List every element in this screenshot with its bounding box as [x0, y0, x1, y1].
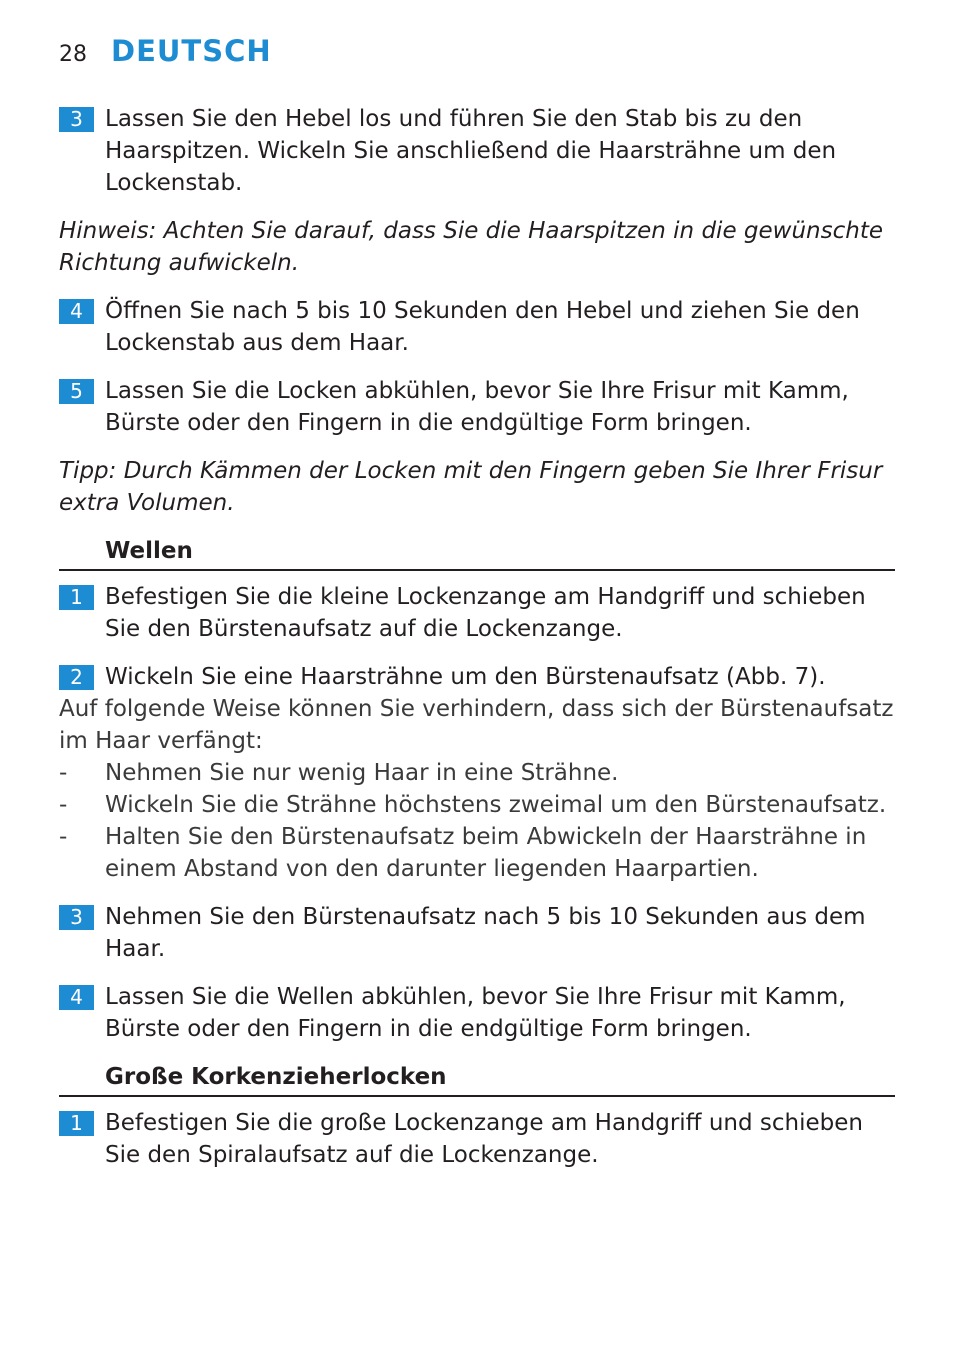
step-5-cool-curls: [59, 375, 895, 439]
step-text: Befestigen Sie die kleine Lockenzange am Handgriff und schieben Sie den Bürstenaufsatz auf die Lockenzange.: [105, 584, 866, 642]
step-number-badge: 2: [59, 665, 94, 690]
step-text: Lassen Sie die Wellen abkühlen, bevor Sie Ihre Frisur mit Kamm, Bürste oder den Fingern in die endgültige Form bringen.: [105, 984, 846, 1042]
wellen-step-3: [59, 901, 895, 965]
wellen-bullet-list: [59, 757, 895, 885]
wellen-step-4: [59, 981, 895, 1045]
section-heading-korkenzieher: Große Korkenzieherlocken: [59, 1061, 895, 1097]
korkenzieher-step-1: [59, 1107, 895, 1171]
step-text: Wickeln Sie eine Haarsträhne um den Bürstenaufsatz (Abb. 7).: [105, 664, 826, 690]
step-3-release-lever: [59, 103, 895, 199]
list-item: [59, 789, 895, 821]
section-heading-wellen: Wellen: [59, 535, 895, 571]
list-item: [59, 757, 895, 789]
language-title: DEUTSCH: [111, 34, 272, 68]
step-number-badge: 1: [59, 1111, 94, 1136]
page-content: [59, 103, 895, 1187]
step-number-badge: 3: [59, 905, 94, 930]
step-number-badge: 4: [59, 985, 94, 1010]
note-paragraph: Hinweis: Achten Sie darauf, dass Sie die Haarspitzen in die gewünschte Richtung aufwickeln.: [59, 218, 883, 276]
step-text: Öffnen Sie nach 5 bis 10 Sekunden den Hebel und ziehen Sie den Lockenstab aus dem Haar.: [105, 298, 860, 356]
wellen-step-2: [59, 661, 895, 693]
step-number-badge: 1: [59, 585, 94, 610]
step-text: Lassen Sie die Locken abkühlen, bevor Sie Ihre Frisur mit Kamm, Bürste oder den Fingern in die endgültige Form bringen.: [105, 378, 849, 436]
step-text: Lassen Sie den Hebel los und führen Sie den Stab bis zu den Haarspitzen. Wickeln Sie anschließend die Haarsträhne um den Lockenstab.: [105, 106, 837, 196]
step-4-open-lever: [59, 295, 895, 359]
bullet-dash: -: [59, 760, 68, 786]
list-item-text: Wickeln Sie die Strähne höchstens zweimal um den Bürstenaufsatz.: [105, 792, 887, 818]
wellen-step-1: [59, 581, 895, 645]
list-item: [59, 821, 895, 885]
step-text: Befestigen Sie die große Lockenzange am Handgriff und schieben Sie den Spiralaufsatz auf die Lockenzange.: [105, 1110, 863, 1168]
step-number-badge: 4: [59, 299, 94, 324]
list-item-text: Nehmen Sie nur wenig Haar in eine Strähne.: [105, 760, 619, 786]
list-item-text: Halten Sie den Bürstenaufsatz beim Abwickeln der Haarsträhne in einem Abstand von den darunter liegenden Haarpartien.: [105, 824, 867, 882]
step-text: Nehmen Sie den Bürstenaufsatz nach 5 bis 10 Sekunden aus dem Haar.: [105, 904, 866, 962]
bullet-dash: -: [59, 824, 68, 850]
step-number-badge: 5: [59, 379, 94, 404]
bullet-dash: -: [59, 792, 68, 818]
step-number-badge: 3: [59, 107, 94, 132]
page-number: 28: [59, 42, 87, 67]
wellen-intro: Auf folgende Weise können Sie verhindern, dass sich der Bürstenaufsatz im Haar verfängt:: [59, 696, 894, 754]
page-header: [59, 34, 272, 68]
tip-paragraph: Tipp: Durch Kämmen der Locken mit den Fingern geben Sie Ihrer Frisur extra Volumen.: [59, 458, 883, 516]
